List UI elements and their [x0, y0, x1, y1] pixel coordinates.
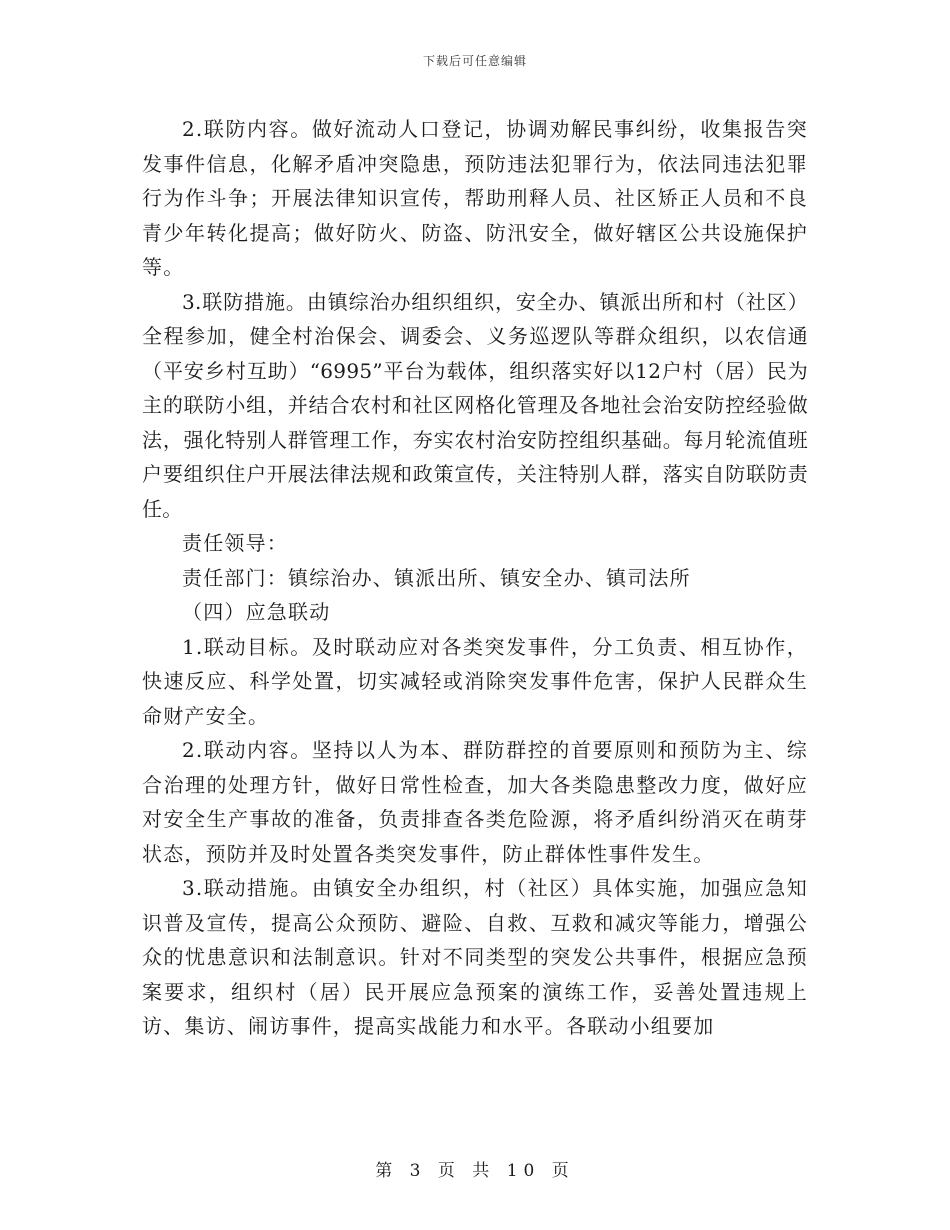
- paragraph-liandong-mubiao: 1.联动目标。及时联动应对各类突发事件，分工负责、相互协作，快速反应、科学处置，切实减轻或消除突发事件危害，保护人民群众生命财产安全。: [142, 634, 808, 728]
- paragraph-lianfang-cuoshi: 3.联防措施。由镇综治办组织组织，安全办、镇派出所和村（社区）全程参加，健全村治保会、调委会、义务巡逻队等群众组织，以农信通（平安乡村互助）“6995”平台为载体，组织落实好以12户村（居）民为主的联防小组，并结合农村和社区网格化管理及各地社会治安防控经验做法，强化特别人群管理工作，夯实农村治安防控组织基础。每月轮流值班户要组织住户开展法律法规和政策宣传，关注特别人群，落实自防联防责任。: [142, 289, 808, 521]
- paragraph-liandong-cuoshi: 3.联动措施。由镇安全办组织，村（社区）具体实施，加强应急知识普及宣传，提高公众预防、避险、自救、互救和减灾等能力，增强公众的忧患意识和法制意识。针对不同类型的突发公共事件，根据应急预案要求，组织村（居）民开展应急预案的演练工作，妥善处置违规上访、集访、闹访事件，提高实战能力和水平。各联动小组要加: [142, 876, 808, 1038]
- paragraph-liandong-neirong: 2.联动内容。坚持以人为本、群防群控的首要原则和预防为主、综合治理的处理方针，做好日常性检查，加大各类隐患整改力度，做好应对安全生产事故的准备，负责排查各类危险源，将矛盾纠纷消灭在萌芽状态，预防并及时处置各类突发事件，防止群体性事件发生。: [142, 738, 808, 866]
- section-heading-yingji-liandong: （四）应急联动: [182, 600, 331, 624]
- paragraph-zeren-lingdao: 责任领导：: [182, 531, 288, 555]
- paragraph-zeren-bumen: 责任部门：镇综治办、镇派出所、镇安全办、镇司法所: [182, 565, 691, 590]
- paragraph-lianfang-neirong: 2.联防内容。做好流动人口登记，协调劝解民事纠纷，收集报告突发事件信息，化解矛盾冲突隐患，预防违法犯罪行为，依法同违法犯罪行为作斗争；开展法律知识宣传，帮助刑释人员、社区矫正人员和不良青少年转化提高；做好防火、防盗、防汛安全，做好辖区公共设施保护等。: [142, 117, 808, 279]
- page-header: 下载后可任意编辑: [422, 54, 527, 68]
- document-body: [142, 112, 808, 1044]
- page-footer: 第 3 页 共 10 页: [375, 1161, 575, 1181]
